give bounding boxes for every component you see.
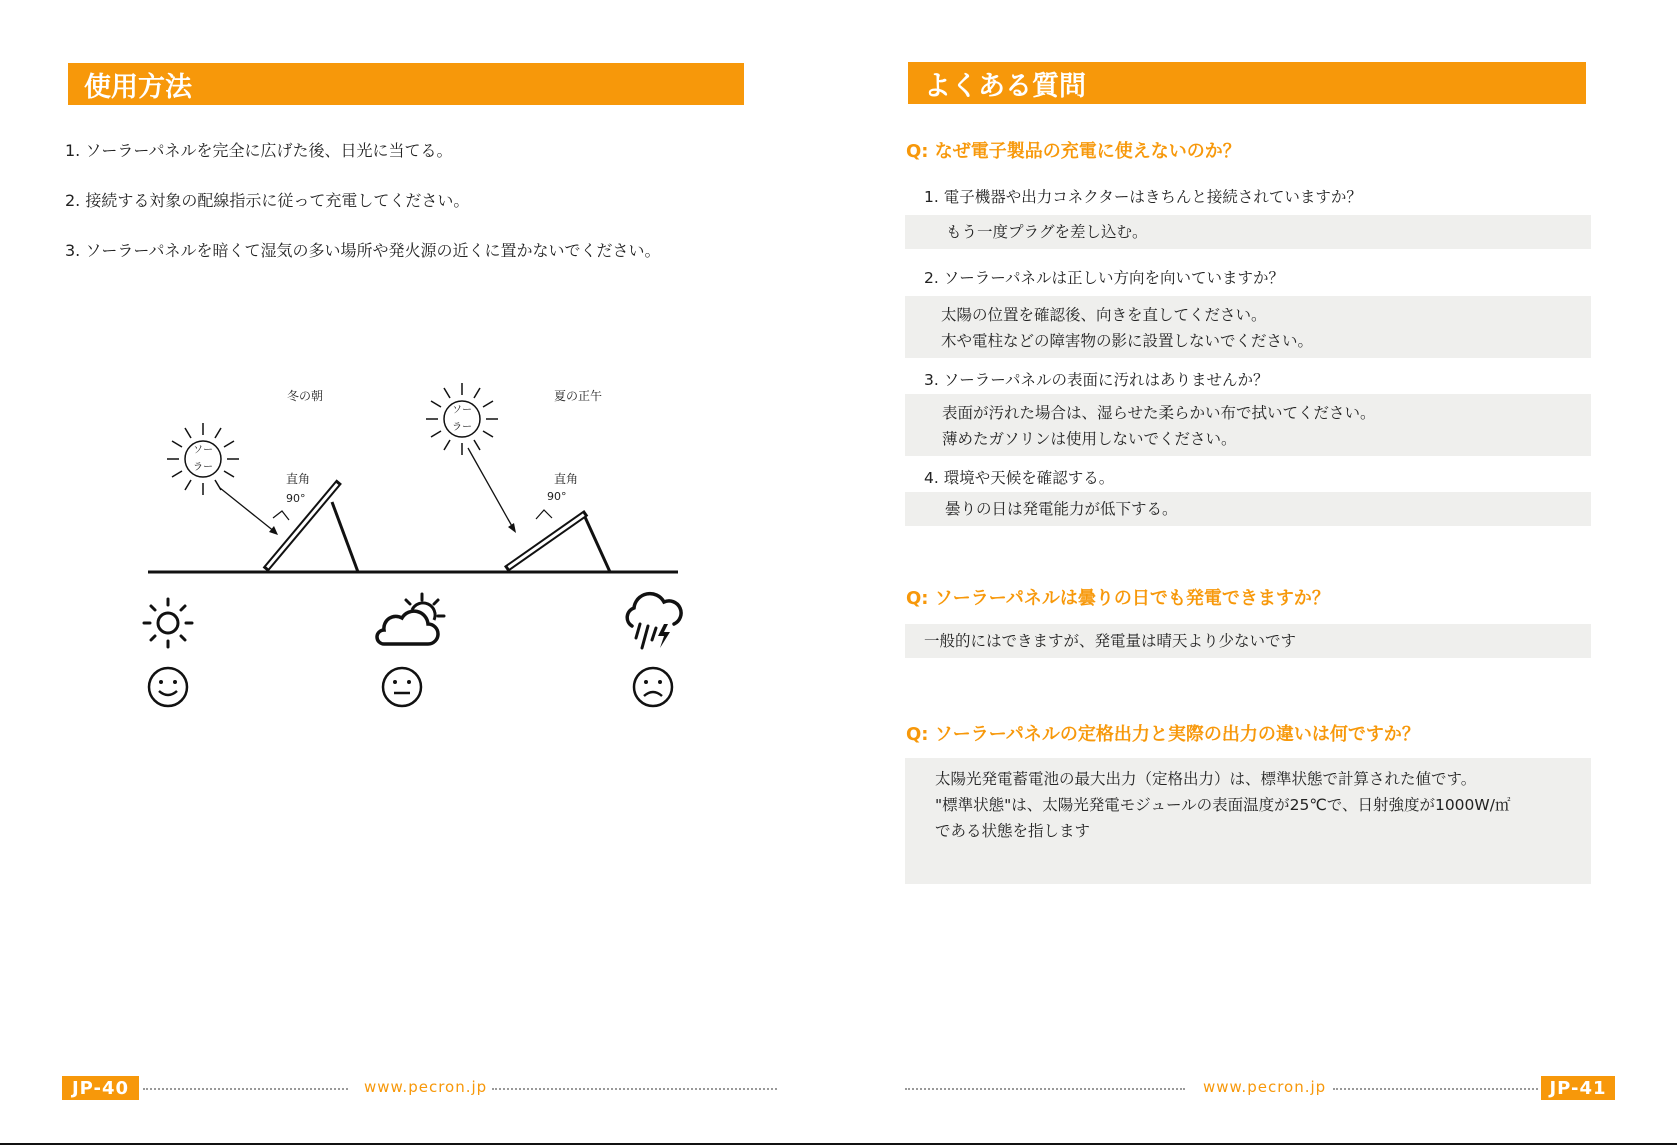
faq-question-1: Q: なぜ電子製品の充電に使えないのか？ bbox=[906, 141, 1241, 162]
partly-cloudy-icon bbox=[370, 590, 450, 652]
sun-icon bbox=[140, 595, 196, 651]
summer-angle-value: 90° bbox=[547, 490, 567, 503]
summer-right-angle-label: 直角 bbox=[554, 472, 579, 486]
storm-icon bbox=[620, 590, 684, 654]
faq1-item-1-answer bbox=[905, 215, 1591, 249]
faq1-item-3-title: 3. ソーラーパネルの表面に汚れはありませんか？ bbox=[924, 371, 1269, 389]
usage-step-2: 2. 接続する対象の配線指示に従って充電してください。 bbox=[65, 191, 470, 210]
faq1-item-1-title: 1. 電子機器や出力コネクターはきちんと接続されていますか？ bbox=[924, 188, 1362, 206]
solar-angle-diagram-svg bbox=[140, 380, 690, 580]
faq1-item-4-title: 4. 環境や天候を確認する。 bbox=[924, 469, 1115, 487]
left-page-title-text: 使用方法 bbox=[84, 71, 192, 103]
winter-sun-text-2: ラー bbox=[193, 462, 213, 473]
faq3-answer-line-2: "標準状態"は、太陽光発電モジュールの表面温度が25℃で、日射強度が1000W/㎡ bbox=[935, 796, 1511, 814]
bottom-rule bbox=[0, 1143, 1677, 1145]
summer-sun-text-2: ラー bbox=[452, 422, 472, 433]
left-page-number bbox=[62, 1076, 139, 1100]
faq-question-2: Q: ソーラーパネルは曇りの日でも発電できますか？ bbox=[906, 588, 1330, 609]
faq1-item-4-answer bbox=[905, 492, 1591, 526]
faq1-item-4-answer-line-1: 曇りの日は発電能力が低下する。 bbox=[945, 500, 1178, 518]
usage-step-1: 1. ソーラーパネルを完全に広げた後、日光に当てる。 bbox=[65, 141, 453, 160]
left-page-title bbox=[68, 63, 744, 105]
right-footer-url[interactable]: www.pecron.jp bbox=[1203, 1078, 1327, 1096]
faq-question-3: Q: ソーラーパネルの定格出力と実際の出力の違いは何ですか？ bbox=[906, 724, 1420, 745]
winter-sun-text-1: ソー bbox=[193, 445, 213, 456]
right-footer-dots-1 bbox=[905, 1088, 1185, 1090]
faq1-item-3-answer bbox=[905, 394, 1591, 456]
faq2-answer bbox=[905, 624, 1591, 658]
right-page-title-text: よくある質問 bbox=[924, 70, 1086, 102]
winter-morning-label: 冬の朝 bbox=[287, 389, 324, 403]
right-page-number bbox=[1541, 1076, 1615, 1100]
left-footer-dots-2 bbox=[492, 1088, 777, 1090]
usage-step-3: 3. ソーラーパネルを暗くて湿気の多い場所や発火源の近くに置かないでください。 bbox=[65, 241, 661, 260]
solar-angle-diagram bbox=[140, 380, 690, 580]
faq1-item-3-answer-line-1: 表面が汚れた場合は、湿らせた柔らかい布で拭いてください。 bbox=[942, 404, 1376, 422]
faq1-item-2-answer bbox=[905, 296, 1591, 358]
faq1-item-1-answer-line-1: もう一度プラグを差し込む。 bbox=[946, 223, 1148, 241]
left-page-number-text: JP-40 bbox=[71, 1077, 130, 1099]
faq3-answer-line-1: 太陽光発電蓄電池の最大出力（定格出力）は、標準状態で計算された値です。 bbox=[935, 770, 1477, 788]
happy-face-icon bbox=[146, 665, 190, 709]
neutral-face-icon bbox=[380, 665, 424, 709]
faq3-answer bbox=[905, 758, 1591, 884]
left-footer-dots-1 bbox=[143, 1088, 348, 1090]
right-footer-dots-2 bbox=[1333, 1088, 1538, 1090]
faq1-item-3-answer-line-2: 薄めたガソリンは使用しないでください。 bbox=[942, 430, 1237, 448]
faq1-item-2-title: 2. ソーラーパネルは正しい方向を向いていますか？ bbox=[924, 269, 1284, 287]
sad-face-icon bbox=[631, 665, 675, 709]
faq1-item-2-answer-line-1: 太陽の位置を確認後、向きを直してください。 bbox=[941, 306, 1267, 324]
winter-right-angle-label: 直角 bbox=[286, 472, 311, 486]
winter-angle-value: 90° bbox=[286, 492, 306, 505]
faq1-item-2-answer-line-2: 木や電柱などの障害物の影に設置しないでください。 bbox=[941, 332, 1314, 350]
summer-panel bbox=[504, 510, 588, 572]
summer-sun-text-1: ソー bbox=[452, 405, 472, 416]
faq3-answer-line-3: である状態を指します bbox=[935, 822, 1091, 840]
faq2-answer-line-1: 一般的にはできますが、発電量は晴天より少ないです bbox=[924, 632, 1297, 650]
left-footer-url[interactable]: www.pecron.jp bbox=[364, 1078, 488, 1096]
summer-noon-label: 夏の正午 bbox=[554, 389, 603, 403]
right-page-number-text: JP-41 bbox=[1549, 1077, 1607, 1099]
right-page-title bbox=[908, 62, 1586, 104]
